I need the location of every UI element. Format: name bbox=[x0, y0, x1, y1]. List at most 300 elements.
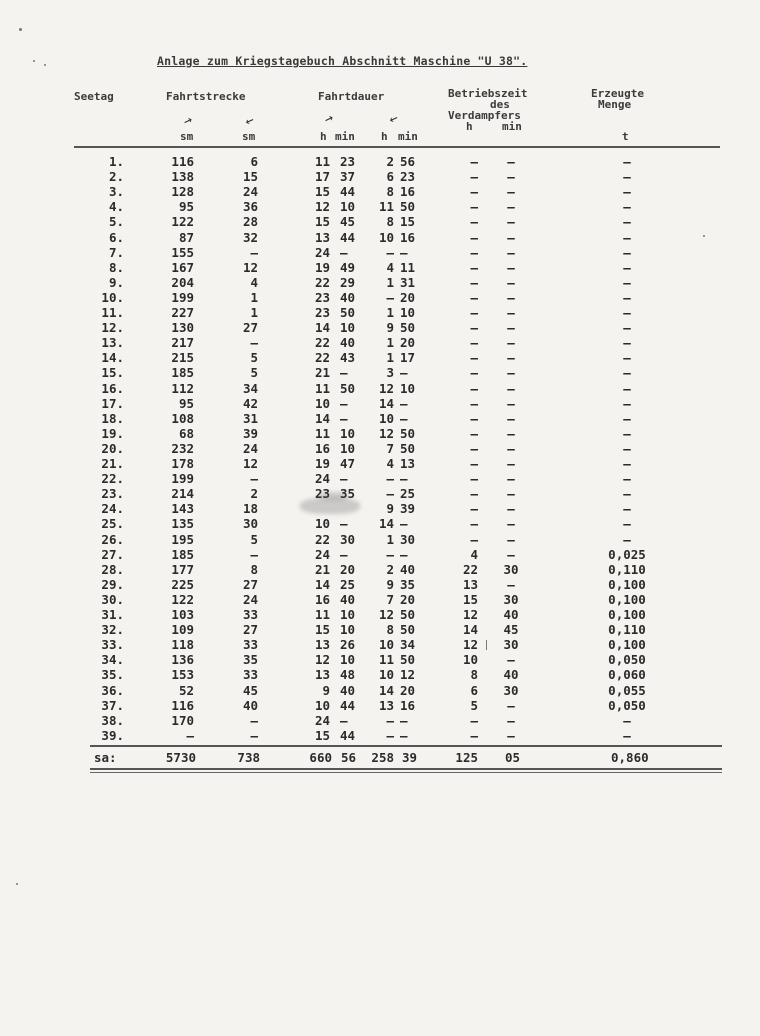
cell-menge: – bbox=[623, 501, 631, 517]
cell-betrieb-min: – bbox=[507, 516, 515, 532]
cell-strecke-1: 112 bbox=[171, 380, 194, 396]
cell-dauer-min-1: 26 bbox=[340, 637, 356, 653]
subheader-h-1: h bbox=[320, 130, 327, 143]
cell-dauer-h-2: 14 bbox=[378, 516, 394, 532]
cell-betrieb-h: – bbox=[470, 531, 478, 547]
cell-dauer-h-1: 22 bbox=[314, 274, 330, 290]
cell-betrieb-h: – bbox=[470, 410, 478, 426]
cell-betrieb-min: – bbox=[507, 501, 515, 517]
cell-strecke-1: 116 bbox=[171, 697, 194, 713]
cell-betrieb-h: – bbox=[470, 380, 478, 396]
cell-strecke-2: 33 bbox=[242, 667, 258, 683]
cell-menge: – bbox=[623, 184, 631, 200]
cell-dauer-min-2: 30 bbox=[400, 531, 416, 547]
table-row bbox=[0, 623, 760, 638]
cell-strecke-2: 31 bbox=[242, 410, 258, 426]
cell-dauer-h-1: 16 bbox=[314, 440, 330, 456]
cell-betrieb-min: – bbox=[507, 380, 515, 396]
cell-dauer-h-2: – bbox=[386, 486, 394, 502]
cell-seetag: 32. bbox=[101, 622, 124, 638]
cell-betrieb-min: – bbox=[507, 274, 515, 290]
cell-seetag: 17. bbox=[101, 395, 124, 411]
cell-seetag: 30. bbox=[101, 591, 124, 607]
cell-menge: – bbox=[623, 365, 631, 381]
cell-betrieb-h: 22 bbox=[462, 561, 478, 577]
cell-seetag: 22. bbox=[101, 471, 124, 487]
header-rule bbox=[74, 146, 720, 148]
cell-strecke-1: 118 bbox=[171, 637, 194, 653]
cell-dauer-h-2: 9 bbox=[386, 576, 394, 592]
cell-dauer-min-2: 50 bbox=[400, 425, 416, 441]
table-row bbox=[0, 608, 760, 623]
arrow-icon: ↗ bbox=[322, 109, 336, 127]
cell-strecke-1: 143 bbox=[171, 501, 194, 517]
cell-strecke-2: 32 bbox=[242, 229, 258, 245]
cell-betrieb-min: – bbox=[507, 697, 515, 713]
cell-betrieb-h: 8 bbox=[470, 667, 478, 683]
cell-betrieb-h: – bbox=[470, 154, 478, 169]
cell-betrieb-min: – bbox=[507, 471, 515, 487]
cell-dauer-min-2: 39 bbox=[400, 501, 416, 517]
header-fahrtstrecke: Fahrtstrecke bbox=[166, 90, 246, 103]
cell-dauer-min-2: 20 bbox=[400, 335, 416, 351]
subheader-min-1: min bbox=[335, 130, 355, 143]
table-row bbox=[0, 457, 760, 472]
cell-seetag: 4. bbox=[108, 199, 124, 215]
cell-dauer-min-2: 50 bbox=[400, 607, 416, 622]
cell-strecke-1: 153 bbox=[171, 667, 194, 683]
cell-dauer-min-1: 30 bbox=[340, 531, 356, 547]
cell-dauer-h-2: 12 bbox=[378, 380, 394, 396]
subheader-t: t bbox=[622, 130, 629, 143]
cell-seetag: 2. bbox=[108, 169, 124, 185]
cell-betrieb-h: 5 bbox=[470, 697, 478, 713]
cell-dauer-min-2: 10 bbox=[400, 305, 416, 320]
cell-dauer-min-2: 20 bbox=[400, 682, 416, 698]
cell-menge: – bbox=[623, 169, 631, 185]
cell-dauer-min-2: 50 bbox=[400, 440, 416, 456]
totals-dauer-min-1: 56 bbox=[341, 750, 357, 765]
cell-strecke-2: 30 bbox=[242, 516, 258, 532]
table-row bbox=[0, 442, 760, 457]
cell-dauer-min-2: 10 bbox=[400, 380, 416, 396]
cell-menge: – bbox=[623, 471, 631, 487]
cell-strecke-1: 178 bbox=[171, 456, 194, 471]
cell-seetag: 24. bbox=[101, 501, 124, 517]
cell-strecke-1: 215 bbox=[171, 350, 194, 366]
cell-strecke-2: – bbox=[250, 471, 258, 487]
cell-seetag: 6. bbox=[108, 229, 124, 245]
cell-dauer-h-2: 6 bbox=[386, 169, 394, 185]
cell-dauer-h-1: 13 bbox=[314, 229, 330, 245]
cell-dauer-min-2: 56 bbox=[400, 154, 416, 169]
cell-strecke-1: 232 bbox=[171, 440, 194, 456]
cell-betrieb-h: – bbox=[470, 320, 478, 336]
cell-strecke-2: 8 bbox=[250, 561, 258, 577]
cell-dauer-min-1: 40 bbox=[340, 335, 356, 351]
cell-menge: 0,050 bbox=[608, 697, 646, 713]
cell-menge: 0,055 bbox=[608, 682, 646, 698]
cell-dauer-min-1: 50 bbox=[340, 380, 356, 396]
cell-strecke-1: 138 bbox=[171, 169, 194, 185]
paper-speck bbox=[703, 235, 705, 237]
cell-dauer-min-2: – bbox=[400, 365, 408, 381]
table-row bbox=[0, 427, 760, 442]
cell-dauer-h-1: 21 bbox=[314, 561, 330, 577]
cell-dauer-h-1: 23 bbox=[314, 289, 330, 305]
cell-strecke-1: 87 bbox=[178, 229, 194, 245]
cell-dauer-min-2: – bbox=[400, 410, 408, 426]
cell-dauer-h-1: 12 bbox=[314, 199, 330, 215]
ink-smudge bbox=[318, 492, 348, 500]
cell-strecke-1: 122 bbox=[171, 214, 194, 230]
cell-dauer-min-1: 50 bbox=[340, 305, 356, 320]
cell-menge: – bbox=[623, 320, 631, 336]
cell-betrieb-h: – bbox=[470, 456, 478, 471]
cell-betrieb-h: 10 bbox=[462, 652, 478, 668]
cell-seetag: 31. bbox=[101, 607, 124, 622]
cell-dauer-min-1: 10 bbox=[340, 320, 356, 336]
cell-dauer-h-1: 13 bbox=[314, 637, 330, 653]
cell-seetag: 25. bbox=[101, 516, 124, 532]
paper-speck bbox=[19, 28, 22, 31]
cell-strecke-2: 6 bbox=[250, 154, 258, 169]
cell-strecke-1: 225 bbox=[171, 576, 194, 592]
cell-dauer-h-1: 10 bbox=[314, 516, 330, 532]
cell-dauer-min-1: 44 bbox=[340, 697, 356, 713]
cell-seetag: 20. bbox=[101, 440, 124, 456]
cell-seetag: 34. bbox=[101, 652, 124, 668]
cell-dauer-h-1: 14 bbox=[314, 576, 330, 592]
cell-dauer-h-2: 10 bbox=[378, 229, 394, 245]
cell-strecke-1: 195 bbox=[171, 531, 194, 547]
cell-strecke-2: 12 bbox=[242, 259, 258, 275]
paper-speck bbox=[486, 640, 487, 650]
paper-speck bbox=[16, 883, 18, 885]
cell-dauer-min-2: 23 bbox=[400, 169, 416, 185]
cell-dauer-min-2: 20 bbox=[400, 591, 416, 607]
cell-seetag: 3. bbox=[108, 184, 124, 200]
cell-dauer-h-1: 21 bbox=[314, 365, 330, 381]
cell-betrieb-min: – bbox=[507, 576, 515, 592]
cell-strecke-1: 155 bbox=[171, 244, 194, 260]
cell-strecke-2: 24 bbox=[242, 591, 258, 607]
cell-betrieb-min: – bbox=[507, 350, 515, 366]
cell-menge: 0,110 bbox=[608, 561, 646, 577]
cell-seetag: 23. bbox=[101, 486, 124, 502]
cell-strecke-2: 39 bbox=[242, 425, 258, 441]
cell-dauer-h-1: 23 bbox=[314, 486, 330, 502]
cell-dauer-h-2: 12 bbox=[378, 607, 394, 622]
cell-strecke-1: 109 bbox=[171, 622, 194, 638]
cell-strecke-2: 5 bbox=[250, 531, 258, 547]
cell-betrieb-min: – bbox=[507, 199, 515, 215]
cell-dauer-h-1: 10 bbox=[314, 697, 330, 713]
cell-dauer-h-2: 8 bbox=[386, 214, 394, 230]
cell-seetag: 21. bbox=[101, 456, 124, 471]
table-row bbox=[0, 472, 760, 487]
table-row bbox=[0, 246, 760, 261]
cell-strecke-2: 24 bbox=[242, 184, 258, 200]
cell-strecke-1: 103 bbox=[171, 607, 194, 622]
subheader-betrieb-h: h bbox=[466, 120, 473, 133]
cell-dauer-h-1: 10 bbox=[314, 395, 330, 411]
cell-dauer-h-1: 11 bbox=[314, 607, 330, 622]
table-row bbox=[0, 699, 760, 714]
cell-dauer-min-2: 16 bbox=[400, 229, 416, 245]
cell-betrieb-min: – bbox=[507, 214, 515, 230]
cell-menge: – bbox=[623, 410, 631, 426]
cell-dauer-h-2: 4 bbox=[386, 259, 394, 275]
table-row bbox=[0, 215, 760, 230]
cell-dauer-min-1: 37 bbox=[340, 169, 356, 185]
cell-seetag: 8. bbox=[108, 259, 124, 275]
cell-dauer-h-1: 15 bbox=[314, 184, 330, 200]
cell-strecke-2: 42 bbox=[242, 395, 258, 411]
cell-dauer-h-1: 9 bbox=[322, 682, 330, 698]
cell-dauer-h-2: 7 bbox=[386, 440, 394, 456]
cell-seetag: 14. bbox=[101, 350, 124, 366]
cell-dauer-h-2: 2 bbox=[386, 154, 394, 169]
cell-dauer-min-1: 40 bbox=[340, 682, 356, 698]
cell-strecke-1: 199 bbox=[171, 471, 194, 487]
cell-menge: – bbox=[623, 335, 631, 351]
cell-dauer-min-2: 50 bbox=[400, 652, 416, 668]
cell-dauer-min-1: – bbox=[340, 365, 348, 381]
cell-dauer-min-2: 12 bbox=[400, 667, 416, 683]
cell-betrieb-min: – bbox=[507, 456, 515, 471]
cell-betrieb-h: – bbox=[470, 244, 478, 260]
cell-seetag: 29. bbox=[101, 576, 124, 592]
subheader-sm-2: sm bbox=[242, 130, 256, 143]
cell-strecke-1: 199 bbox=[171, 289, 194, 305]
cell-betrieb-min: – bbox=[507, 365, 515, 381]
cell-strecke-2: 36 bbox=[242, 199, 258, 215]
cell-menge: – bbox=[623, 712, 631, 728]
cell-betrieb-min: – bbox=[507, 531, 515, 547]
header-fahrtdauer: Fahrtdauer bbox=[318, 90, 385, 103]
cell-dauer-min-1: 43 bbox=[340, 350, 356, 366]
cell-betrieb-h: 14 bbox=[462, 622, 478, 638]
cell-strecke-2: – bbox=[250, 546, 258, 562]
cell-dauer-min-2: 11 bbox=[400, 259, 416, 275]
table-row bbox=[0, 578, 760, 593]
cell-dauer-h-1: 24 bbox=[314, 712, 330, 728]
cell-dauer-h-1: 16 bbox=[314, 591, 330, 607]
totals-dauer-h-2: 258 bbox=[371, 750, 394, 765]
cell-betrieb-h: 15 bbox=[462, 591, 478, 607]
cell-dauer-h-2: – bbox=[386, 471, 394, 487]
table-row bbox=[0, 593, 760, 608]
cell-strecke-1: 128 bbox=[171, 184, 194, 200]
cell-dauer-h-2: – bbox=[386, 244, 394, 260]
table-row bbox=[0, 276, 760, 291]
cell-strecke-2: 18 bbox=[242, 501, 258, 517]
cell-menge: 0,050 bbox=[608, 652, 646, 668]
cell-strecke-1: 185 bbox=[171, 546, 194, 562]
table-row bbox=[0, 397, 760, 412]
cell-dauer-h-1: 12 bbox=[314, 652, 330, 668]
total-rule-bottom-2 bbox=[90, 772, 722, 773]
cell-betrieb-h: – bbox=[470, 516, 478, 532]
totals-betrieb-h: 125 bbox=[455, 750, 478, 765]
cell-dauer-h-2: 14 bbox=[378, 682, 394, 698]
cell-dauer-h-2: 14 bbox=[378, 395, 394, 411]
cell-strecke-1: 170 bbox=[171, 712, 194, 728]
cell-menge: – bbox=[623, 456, 631, 471]
cell-strecke-1: 130 bbox=[171, 320, 194, 336]
cell-dauer-min-2: 50 bbox=[400, 199, 416, 215]
table-row bbox=[0, 306, 760, 321]
cell-betrieb-h: – bbox=[470, 365, 478, 381]
cell-dauer-h-1: 22 bbox=[314, 531, 330, 547]
cell-dauer-h-2: 11 bbox=[378, 652, 394, 668]
cell-menge: – bbox=[623, 395, 631, 411]
table-row bbox=[0, 684, 760, 699]
cell-seetag: 13. bbox=[101, 335, 124, 351]
cell-dauer-min-2: 35 bbox=[400, 576, 416, 592]
arrow-icon: ↗ bbox=[181, 111, 195, 129]
cell-dauer-h-2: 7 bbox=[386, 591, 394, 607]
cell-dauer-min-2: 31 bbox=[400, 274, 416, 290]
cell-seetag: 5. bbox=[108, 214, 124, 230]
cell-seetag: 35. bbox=[101, 667, 124, 683]
cell-dauer-h-2: 3 bbox=[386, 365, 394, 381]
cell-dauer-min-2: – bbox=[400, 712, 408, 728]
ink-smudge bbox=[300, 498, 360, 514]
cell-seetag: 33. bbox=[101, 637, 124, 653]
cell-seetag: 18. bbox=[101, 410, 124, 426]
totals-label: sa: bbox=[94, 750, 117, 765]
cell-betrieb-h: 13 bbox=[462, 576, 478, 592]
cell-strecke-1: 52 bbox=[178, 682, 194, 698]
cell-betrieb-h: – bbox=[470, 440, 478, 456]
cell-seetag: 28. bbox=[101, 561, 124, 577]
cell-betrieb-h: – bbox=[470, 214, 478, 230]
cell-betrieb-min: – bbox=[507, 546, 515, 562]
cell-betrieb-min: 40 bbox=[503, 607, 519, 622]
totals-dauer-h-1: 660 bbox=[309, 750, 332, 765]
cell-strecke-1: 177 bbox=[171, 561, 194, 577]
table-row bbox=[0, 729, 760, 744]
cell-betrieb-h: 12 bbox=[462, 637, 478, 653]
cell-dauer-min-1: 44 bbox=[340, 184, 356, 200]
cell-dauer-min-1: 10 bbox=[340, 607, 356, 622]
cell-dauer-min-2: 16 bbox=[400, 697, 416, 713]
header-menge: Menge bbox=[598, 98, 632, 111]
total-rule-bottom-1 bbox=[90, 768, 722, 770]
cell-dauer-h-2: 10 bbox=[378, 667, 394, 683]
cell-betrieb-h: 4 bbox=[470, 546, 478, 562]
cell-menge: 0,100 bbox=[608, 591, 646, 607]
cell-betrieb-h: 12 bbox=[462, 607, 478, 622]
cell-menge: – bbox=[623, 229, 631, 245]
cell-strecke-1: 204 bbox=[171, 274, 194, 290]
cell-menge: – bbox=[623, 214, 631, 230]
cell-seetag: 26. bbox=[101, 531, 124, 547]
cell-menge: – bbox=[623, 154, 631, 169]
cell-seetag: 1. bbox=[108, 154, 124, 169]
cell-betrieb-h: – bbox=[470, 486, 478, 502]
cell-strecke-1: 214 bbox=[171, 486, 194, 502]
cell-dauer-min-1: – bbox=[340, 471, 348, 487]
cell-strecke-2: 4 bbox=[250, 274, 258, 290]
cell-dauer-h-1: 14 bbox=[314, 320, 330, 336]
cell-dauer-h-1: 24 bbox=[314, 546, 330, 562]
totals-dauer-min-2: 39 bbox=[402, 750, 418, 765]
cell-dauer-h-1: 19 bbox=[314, 259, 330, 275]
cell-dauer-h-2: 11 bbox=[378, 199, 394, 215]
cell-strecke-2: 12 bbox=[242, 456, 258, 471]
cell-dauer-min-1: 23 bbox=[340, 154, 356, 169]
cell-dauer-h-2: 1 bbox=[386, 274, 394, 290]
cell-menge: 0,100 bbox=[608, 607, 646, 622]
cell-menge: 0,100 bbox=[608, 637, 646, 653]
cell-dauer-min-2: – bbox=[400, 546, 408, 562]
totals-betrieb-min: 05 bbox=[505, 750, 521, 765]
cell-dauer-min-1: 47 bbox=[340, 456, 356, 471]
cell-dauer-min-2: 16 bbox=[400, 184, 416, 200]
cell-menge: – bbox=[623, 199, 631, 215]
cell-strecke-2: 35 bbox=[242, 652, 258, 668]
cell-dauer-min-1: 29 bbox=[340, 274, 356, 290]
table-row bbox=[0, 517, 760, 532]
table-row bbox=[0, 291, 760, 306]
table-row bbox=[0, 487, 760, 502]
cell-strecke-2: – bbox=[250, 712, 258, 728]
cell-strecke-1: 95 bbox=[178, 199, 194, 215]
cell-betrieb-h: – bbox=[470, 199, 478, 215]
cell-betrieb-h: – bbox=[470, 229, 478, 245]
cell-seetag: 27. bbox=[101, 546, 124, 562]
cell-strecke-2: 45 bbox=[242, 682, 258, 698]
cell-seetag: 7. bbox=[108, 244, 124, 260]
cell-menge: 0,025 bbox=[608, 546, 646, 562]
cell-dauer-min-2: – bbox=[400, 395, 408, 411]
cell-menge: – bbox=[623, 531, 631, 547]
cell-seetag: 10. bbox=[101, 289, 124, 305]
cell-dauer-h-1: 15 bbox=[314, 214, 330, 230]
cell-betrieb-h: – bbox=[470, 169, 478, 185]
cell-menge: – bbox=[623, 259, 631, 275]
cell-dauer-h-2: 12 bbox=[378, 425, 394, 441]
cell-dauer-min-2: 20 bbox=[400, 289, 416, 305]
cell-dauer-min-2: 50 bbox=[400, 320, 416, 336]
cell-strecke-2: 33 bbox=[242, 637, 258, 653]
arrow-icon: ↙ bbox=[387, 109, 401, 127]
cell-betrieb-h: – bbox=[470, 471, 478, 487]
cell-strecke-1: 108 bbox=[171, 410, 194, 426]
cell-dauer-min-2: 40 bbox=[400, 561, 416, 577]
table-row bbox=[0, 502, 760, 517]
cell-dauer-min-1: 49 bbox=[340, 259, 356, 275]
cell-betrieb-h: – bbox=[470, 727, 478, 743]
cell-dauer-min-1: 35 bbox=[340, 486, 356, 502]
cell-menge: – bbox=[623, 440, 631, 456]
cell-betrieb-h: – bbox=[470, 184, 478, 200]
cell-dauer-h-2: 1 bbox=[386, 335, 394, 351]
cell-menge: – bbox=[623, 274, 631, 290]
cell-dauer-min-2: – bbox=[400, 471, 408, 487]
cell-betrieb-min: 30 bbox=[503, 591, 519, 607]
cell-seetag: 39. bbox=[101, 727, 124, 743]
cell-menge: – bbox=[623, 425, 631, 441]
header-verdampfers: Verdampfers bbox=[448, 109, 521, 122]
cell-strecke-1: 217 bbox=[171, 335, 194, 351]
cell-strecke-2: 15 bbox=[242, 169, 258, 185]
cell-dauer-h-1: 22 bbox=[314, 335, 330, 351]
cell-strecke-2: 2 bbox=[250, 486, 258, 502]
